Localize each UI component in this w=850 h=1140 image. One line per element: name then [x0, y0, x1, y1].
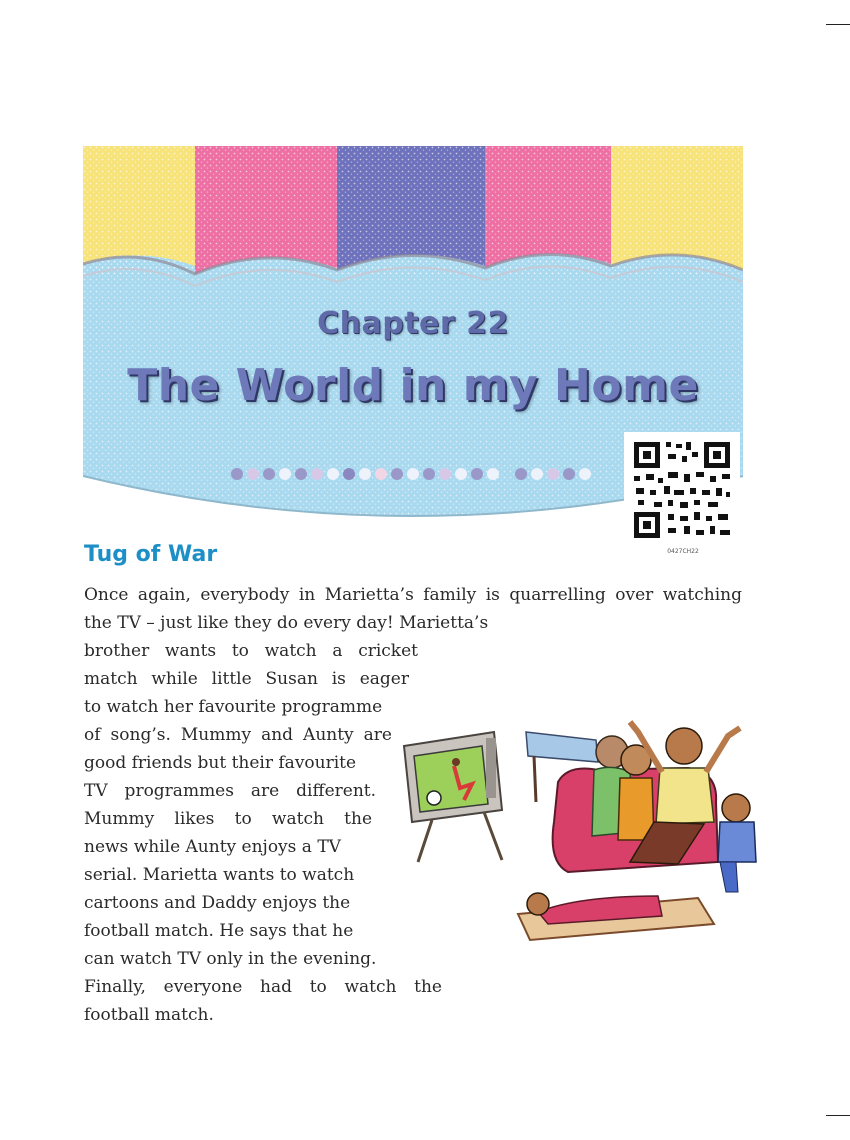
- qr-code-icon: [624, 432, 740, 548]
- text-line: serial. Marietta wants to watch: [84, 865, 355, 885]
- bead-row: [231, 468, 591, 480]
- text-line: good friends but their favourite: [84, 753, 357, 773]
- text-line: brother wants to watch a cricket: [84, 641, 418, 661]
- text-line: to watch her favourite programme: [84, 697, 383, 717]
- chapter-title: The World in my Home: [127, 360, 699, 411]
- text-line: Finally, everyone had to watch the: [84, 977, 442, 997]
- text-line: match while little Susan is eager: [84, 669, 409, 689]
- text-line: Mummy likes to watch the: [84, 809, 372, 829]
- family-watching-tv-illustration: [398, 712, 768, 942]
- tv-icon: [404, 732, 502, 862]
- text-line: football match.: [84, 1005, 214, 1025]
- qr-code-label: 0427CH22: [667, 548, 699, 555]
- text-line: Once again, everybody in Marietta’s family is quarrelling over watching: [84, 585, 742, 605]
- text-line: news while Aunty enjoys a TV: [84, 837, 341, 857]
- text-line: can watch TV only in the evening.: [84, 949, 377, 969]
- text-line: cartoons and Daddy enjoys the: [84, 893, 351, 913]
- crop-mark-bottom: [826, 1115, 850, 1116]
- text-line: of song’s. Mummy and Aunty are: [84, 725, 392, 745]
- text-line: the TV – just like they do every day! Marietta’s: [84, 613, 489, 633]
- chapter-number: Chapter 22: [317, 306, 509, 341]
- section-heading: Tug of War: [84, 542, 218, 567]
- text-line: TV programmes are different.: [84, 781, 376, 801]
- crop-mark-top: [826, 24, 850, 25]
- text-line: football match. He says that he: [84, 921, 354, 941]
